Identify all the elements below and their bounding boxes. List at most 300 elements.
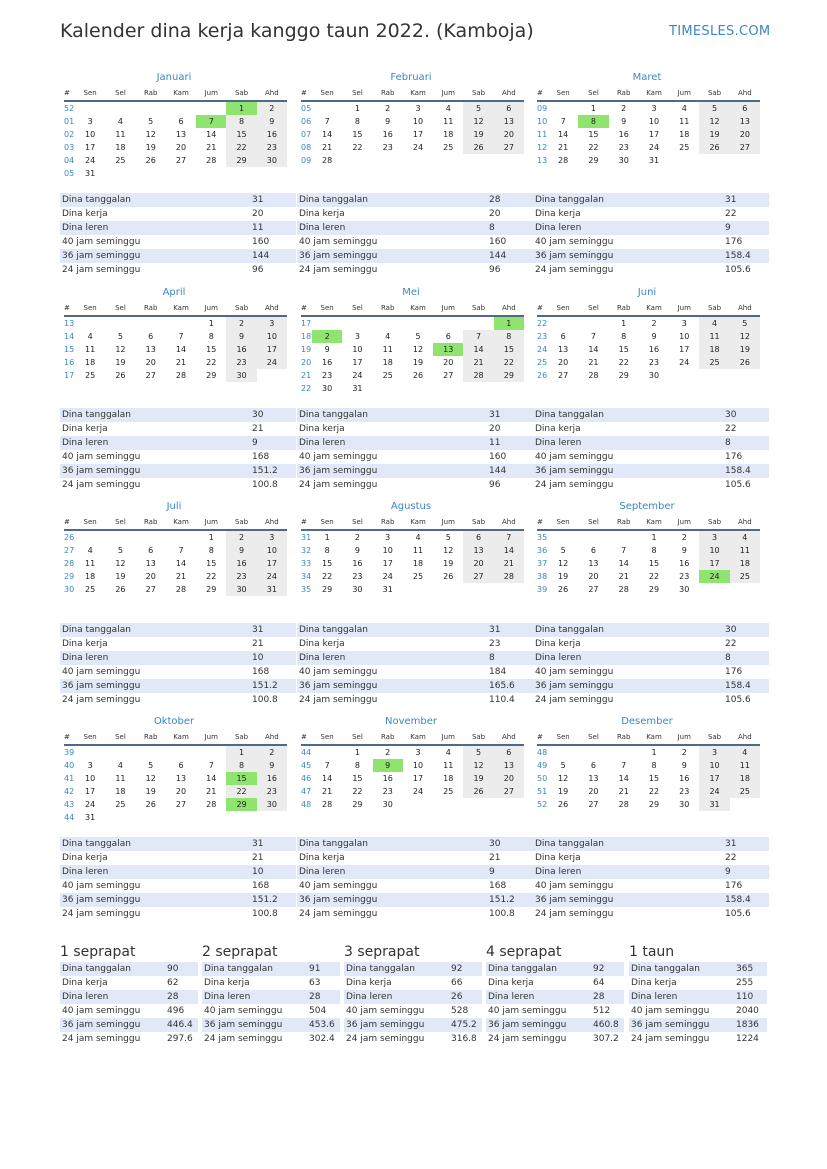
day-cell[interactable]: 20 [730, 128, 760, 141]
day-cell[interactable]: 10 [352, 345, 363, 354]
day-cell[interactable]: 9 [681, 546, 687, 555]
day-cell[interactable]: 16 [382, 130, 393, 139]
day-cell[interactable]: 24 [352, 371, 363, 380]
day-cell[interactable]: 15 [206, 345, 217, 354]
day-cell[interactable]: 14 [175, 345, 187, 354]
day-cell[interactable]: 11 [412, 546, 424, 555]
day-cell[interactable]: 8 [578, 115, 608, 128]
day-cell[interactable]: 9 [621, 117, 627, 126]
day-cell[interactable]: 1 [494, 316, 524, 330]
day-cell[interactable]: 9 [226, 544, 256, 557]
day-cell[interactable]: 23 [226, 356, 256, 369]
day-cell[interactable]: 6 [494, 745, 524, 759]
day-cell[interactable]: 26 [412, 371, 424, 380]
day-cell[interactable]: 11 [730, 544, 760, 557]
day-cell[interactable]: 15 [226, 772, 256, 785]
day-cell[interactable]: 4 [87, 546, 93, 555]
day-cell[interactable]: 27 [494, 141, 524, 154]
day-cell[interactable]: 1 [651, 748, 657, 757]
day-cell[interactable]: 22 [648, 572, 660, 581]
day-cell[interactable]: 13 [463, 544, 493, 557]
day-cell[interactable]: 27 [175, 156, 187, 165]
day-cell[interactable]: 14 [618, 559, 629, 568]
day-cell[interactable]: 8 [354, 117, 360, 126]
day-cell[interactable]: 12 [412, 345, 424, 354]
day-cell[interactable]: 4 [681, 104, 687, 113]
day-cell[interactable]: 19 [412, 358, 424, 367]
day-cell[interactable]: 1 [590, 104, 596, 113]
day-cell[interactable]: 19 [730, 343, 760, 356]
day-cell[interactable]: 6 [445, 332, 451, 341]
day-cell[interactable]: 12 [730, 330, 760, 343]
day-cell[interactable]: 28 [175, 371, 187, 380]
day-cell[interactable]: 18 [443, 774, 454, 783]
day-cell[interactable]: 12 [463, 115, 493, 128]
day-cell[interactable]: 31 [85, 169, 96, 178]
day-cell[interactable]: 3 [699, 530, 729, 544]
day-cell[interactable]: 22 [352, 787, 363, 796]
day-cell[interactable]: 16 [679, 559, 690, 568]
day-cell[interactable]: 26 [115, 371, 126, 380]
day-cell[interactable]: 10 [257, 330, 287, 343]
day-cell[interactable]: 23 [618, 143, 629, 152]
day-cell[interactable]: 3 [415, 748, 421, 757]
day-cell[interactable]: 5 [463, 101, 493, 115]
day-cell[interactable]: 11 [382, 345, 393, 354]
day-cell[interactable]: 22 [352, 143, 363, 152]
day-cell[interactable]: 29 [588, 156, 599, 165]
day-cell[interactable]: 7 [208, 761, 214, 770]
day-cell[interactable]: 6 [178, 117, 184, 126]
day-cell[interactable]: 13 [494, 115, 524, 128]
day-cell[interactable]: 17 [412, 774, 424, 783]
day-cell[interactable]: 13 [558, 345, 569, 354]
day-cell[interactable]: 10 [679, 332, 690, 341]
day-cell[interactable]: 1 [208, 319, 214, 328]
day-cell[interactable]: 4 [730, 745, 760, 759]
day-cell[interactable]: 2 [385, 104, 391, 113]
day-cell[interactable]: 17 [412, 130, 424, 139]
day-cell[interactable]: 8 [354, 761, 360, 770]
day-cell[interactable]: 2 [226, 530, 256, 544]
day-cell[interactable]: 25 [730, 785, 760, 798]
day-cell[interactable]: 29 [648, 585, 660, 594]
day-cell[interactable]: 7 [494, 530, 524, 544]
day-cell[interactable]: 26 [443, 572, 454, 581]
day-cell[interactable]: 30 [648, 371, 660, 380]
day-cell[interactable]: 17 [85, 143, 96, 152]
day-cell[interactable]: 20 [588, 572, 599, 581]
day-cell[interactable]: 20 [463, 557, 493, 570]
day-cell[interactable]: 18 [699, 343, 729, 356]
day-cell[interactable]: 23 [226, 570, 256, 583]
day-cell[interactable]: 7 [178, 546, 184, 555]
day-cell[interactable]: 1 [621, 319, 627, 328]
day-cell[interactable]: 27 [730, 141, 760, 154]
day-cell[interactable]: 30 [618, 156, 629, 165]
day-cell[interactable]: 11 [115, 774, 126, 783]
day-cell[interactable]: 5 [148, 761, 154, 770]
day-cell[interactable]: 12 [145, 130, 156, 139]
day-cell[interactable]: 23 [257, 785, 287, 798]
day-cell[interactable]: 5 [117, 332, 123, 341]
day-cell[interactable]: 3 [415, 104, 421, 113]
day-cell[interactable]: 26 [558, 800, 569, 809]
day-cell[interactable]: 1 [226, 101, 256, 115]
day-cell[interactable]: 28 [322, 156, 333, 165]
day-cell[interactable]: 2 [681, 533, 687, 542]
day-cell[interactable]: 4 [87, 332, 93, 341]
day-cell[interactable]: 23 [352, 572, 363, 581]
day-cell[interactable]: 3 [699, 745, 729, 759]
day-cell[interactable]: 24 [412, 143, 424, 152]
day-cell[interactable]: 8 [651, 761, 657, 770]
day-cell[interactable]: 9 [385, 117, 391, 126]
day-cell[interactable]: 1 [324, 533, 330, 542]
day-cell[interactable]: 28 [558, 156, 569, 165]
day-cell[interactable]: 2 [354, 533, 360, 542]
brand-link[interactable]: TIMESLES.COM [669, 24, 771, 39]
day-cell[interactable]: 8 [324, 546, 330, 555]
day-cell[interactable]: 3 [354, 332, 360, 341]
day-cell[interactable]: 14 [618, 774, 629, 783]
day-cell[interactable]: 13 [145, 559, 156, 568]
day-cell[interactable]: 18 [115, 143, 126, 152]
day-cell[interactable]: 24 [85, 156, 96, 165]
day-cell[interactable]: 23 [679, 572, 690, 581]
day-cell[interactable]: 22 [206, 572, 217, 581]
day-cell[interactable]: 11 [699, 330, 729, 343]
day-cell[interactable]: 27 [558, 371, 569, 380]
day-cell[interactable]: 17 [382, 559, 393, 568]
day-cell[interactable]: 13 [730, 115, 760, 128]
day-cell[interactable]: 14 [206, 774, 217, 783]
day-cell[interactable]: 20 [494, 772, 524, 785]
day-cell[interactable]: 19 [558, 787, 569, 796]
day-cell[interactable]: 30 [257, 154, 287, 167]
day-cell[interactable]: 19 [463, 128, 493, 141]
day-cell[interactable]: 22 [322, 572, 333, 581]
day-cell[interactable]: 29 [206, 371, 217, 380]
day-cell[interactable]: 14 [322, 130, 333, 139]
day-cell[interactable]: 20 [494, 128, 524, 141]
day-cell[interactable]: 9 [226, 330, 256, 343]
day-cell[interactable]: 7 [178, 332, 184, 341]
day-cell[interactable]: 7 [463, 330, 493, 343]
day-cell[interactable]: 9 [354, 546, 360, 555]
day-cell[interactable]: 21 [322, 143, 333, 152]
day-cell[interactable]: 11 [443, 117, 454, 126]
day-cell[interactable]: 30 [257, 798, 287, 811]
day-cell[interactable]: 4 [415, 533, 421, 542]
day-cell[interactable]: 11 [730, 759, 760, 772]
day-cell[interactable]: 3 [257, 316, 287, 330]
day-cell[interactable]: 16 [648, 345, 660, 354]
day-cell[interactable]: 9 [257, 759, 287, 772]
day-cell[interactable]: 25 [85, 371, 96, 380]
day-cell[interactable]: 16 [322, 358, 333, 367]
day-cell[interactable]: 2 [312, 330, 342, 343]
day-cell[interactable]: 21 [322, 787, 333, 796]
day-cell[interactable]: 8 [651, 546, 657, 555]
day-cell[interactable]: 26 [115, 585, 126, 594]
day-cell[interactable]: 10 [257, 544, 287, 557]
day-cell[interactable]: 24 [699, 785, 729, 798]
day-cell[interactable]: 9 [324, 345, 330, 354]
day-cell[interactable]: 4 [385, 332, 391, 341]
day-cell[interactable]: 14 [175, 559, 187, 568]
day-cell[interactable]: 21 [558, 143, 569, 152]
day-cell[interactable]: 31 [382, 585, 393, 594]
day-cell[interactable]: 21 [588, 358, 599, 367]
day-cell[interactable]: 28 [175, 585, 187, 594]
day-cell[interactable]: 19 [463, 772, 493, 785]
day-cell[interactable]: 5 [117, 546, 123, 555]
day-cell[interactable]: 20 [588, 787, 599, 796]
day-cell[interactable]: 26 [145, 800, 156, 809]
day-cell[interactable]: 9 [373, 759, 403, 772]
day-cell[interactable]: 3 [87, 117, 93, 126]
day-cell[interactable]: 17 [699, 772, 729, 785]
day-cell[interactable]: 24 [699, 570, 729, 583]
day-cell[interactable]: 24 [679, 358, 690, 367]
day-cell[interactable]: 4 [699, 316, 729, 330]
day-cell[interactable]: 2 [226, 316, 256, 330]
day-cell[interactable]: 26 [699, 141, 729, 154]
day-cell[interactable]: 13 [175, 774, 187, 783]
day-cell[interactable]: 1 [208, 533, 214, 542]
day-cell[interactable]: 14 [588, 345, 599, 354]
day-cell[interactable]: 17 [352, 358, 363, 367]
day-cell[interactable]: 2 [621, 104, 627, 113]
day-cell[interactable]: 27 [463, 570, 493, 583]
day-cell[interactable]: 21 [618, 787, 629, 796]
day-cell[interactable]: 29 [206, 585, 217, 594]
day-cell[interactable]: 30 [226, 583, 256, 596]
day-cell[interactable]: 16 [382, 774, 393, 783]
day-cell[interactable]: 11 [85, 345, 96, 354]
day-cell[interactable]: 24 [257, 570, 287, 583]
day-cell[interactable]: 2 [257, 101, 287, 115]
day-cell[interactable]: 19 [115, 572, 126, 581]
day-cell[interactable]: 20 [443, 358, 454, 367]
day-cell[interactable]: 20 [558, 358, 569, 367]
day-cell[interactable]: 5 [699, 101, 729, 115]
day-cell[interactable]: 12 [558, 774, 569, 783]
day-cell[interactable]: 26 [730, 356, 760, 369]
day-cell[interactable]: 26 [463, 785, 493, 798]
day-cell[interactable]: 12 [558, 559, 569, 568]
day-cell[interactable]: 2 [681, 748, 687, 757]
day-cell[interactable]: 21 [494, 557, 524, 570]
day-cell[interactable]: 28 [618, 800, 629, 809]
day-cell[interactable]: 27 [494, 785, 524, 798]
day-cell[interactable]: 6 [560, 332, 566, 341]
day-cell[interactable]: 28 [494, 570, 524, 583]
day-cell[interactable]: 6 [463, 530, 493, 544]
day-cell[interactable]: 6 [590, 761, 596, 770]
day-cell[interactable]: 18 [85, 358, 96, 367]
day-cell[interactable]: 9 [651, 332, 657, 341]
day-cell[interactable]: 8 [208, 546, 214, 555]
day-cell[interactable]: 5 [148, 117, 154, 126]
day-cell[interactable]: 19 [115, 358, 126, 367]
day-cell[interactable]: 20 [175, 787, 187, 796]
day-cell[interactable]: 19 [145, 787, 156, 796]
day-cell[interactable]: 25 [679, 143, 690, 152]
day-cell[interactable]: 3 [385, 533, 391, 542]
day-cell[interactable]: 16 [257, 772, 287, 785]
day-cell[interactable]: 10 [85, 774, 96, 783]
day-cell[interactable]: 27 [443, 371, 454, 380]
day-cell[interactable]: 23 [257, 141, 287, 154]
day-cell[interactable]: 18 [443, 130, 454, 139]
day-cell[interactable]: 16 [352, 559, 363, 568]
day-cell[interactable]: 5 [445, 533, 451, 542]
day-cell[interactable]: 7 [324, 117, 330, 126]
day-cell[interactable]: 7 [560, 117, 566, 126]
day-cell[interactable]: 10 [699, 544, 729, 557]
day-cell[interactable]: 23 [679, 787, 690, 796]
day-cell[interactable]: 8 [208, 332, 214, 341]
day-cell[interactable]: 18 [412, 559, 424, 568]
day-cell[interactable]: 1 [226, 745, 256, 759]
day-cell[interactable]: 25 [412, 572, 424, 581]
day-cell[interactable]: 15 [494, 343, 524, 356]
day-cell[interactable]: 15 [618, 345, 629, 354]
day-cell[interactable]: 19 [699, 128, 729, 141]
day-cell[interactable]: 22 [226, 141, 256, 154]
day-cell[interactable]: 3 [257, 530, 287, 544]
day-cell[interactable]: 25 [730, 570, 760, 583]
day-cell[interactable]: 31 [352, 384, 363, 393]
day-cell[interactable]: 27 [145, 371, 156, 380]
day-cell[interactable]: 12 [463, 759, 493, 772]
day-cell[interactable]: 8 [226, 759, 256, 772]
day-cell[interactable]: 14 [558, 130, 569, 139]
day-cell[interactable]: 13 [494, 759, 524, 772]
day-cell[interactable]: 29 [226, 798, 256, 811]
day-cell[interactable]: 20 [175, 143, 187, 152]
day-cell[interactable]: 23 [382, 787, 393, 796]
day-cell[interactable]: 31 [85, 813, 96, 822]
day-cell[interactable]: 11 [679, 117, 690, 126]
day-cell[interactable]: 6 [148, 332, 154, 341]
day-cell[interactable]: 24 [382, 572, 393, 581]
day-cell[interactable]: 13 [588, 559, 599, 568]
day-cell[interactable]: 24 [648, 143, 660, 152]
day-cell[interactable]: 28 [463, 369, 493, 382]
day-cell[interactable]: 19 [558, 572, 569, 581]
day-cell[interactable]: 3 [681, 319, 687, 328]
day-cell[interactable]: 10 [699, 759, 729, 772]
day-cell[interactable]: 22 [618, 358, 629, 367]
day-cell[interactable]: 6 [590, 546, 596, 555]
day-cell[interactable]: 30 [679, 585, 690, 594]
day-cell[interactable]: 24 [412, 787, 424, 796]
day-cell[interactable]: 7 [590, 332, 596, 341]
day-cell[interactable]: 21 [618, 572, 629, 581]
day-cell[interactable]: 7 [621, 761, 627, 770]
day-cell[interactable]: 27 [588, 800, 599, 809]
day-cell[interactable]: 13 [433, 343, 463, 356]
day-cell[interactable]: 12 [115, 559, 126, 568]
day-cell[interactable]: 29 [494, 369, 524, 382]
day-cell[interactable]: 15 [648, 774, 660, 783]
day-cell[interactable]: 15 [588, 130, 599, 139]
day-cell[interactable]: 15 [206, 559, 217, 568]
day-cell[interactable]: 22 [588, 143, 599, 152]
day-cell[interactable]: 21 [463, 356, 493, 369]
day-cell[interactable]: 10 [648, 117, 660, 126]
day-cell[interactable]: 30 [352, 585, 363, 594]
day-cell[interactable]: 18 [730, 557, 760, 570]
day-cell[interactable]: 8 [226, 115, 256, 128]
day-cell[interactable]: 15 [322, 559, 333, 568]
day-cell[interactable]: 28 [206, 800, 217, 809]
day-cell[interactable]: 22 [648, 787, 660, 796]
day-cell[interactable]: 25 [443, 143, 454, 152]
day-cell[interactable]: 11 [115, 130, 126, 139]
day-cell[interactable]: 10 [382, 546, 393, 555]
day-cell[interactable]: 4 [117, 761, 123, 770]
day-cell[interactable]: 16 [618, 130, 629, 139]
day-cell[interactable]: 21 [206, 787, 217, 796]
day-cell[interactable]: 13 [145, 345, 156, 354]
day-cell[interactable]: 5 [560, 546, 566, 555]
day-cell[interactable]: 8 [494, 330, 524, 343]
day-cell[interactable]: 17 [679, 345, 690, 354]
day-cell[interactable]: 5 [730, 316, 760, 330]
day-cell[interactable]: 26 [463, 141, 493, 154]
day-cell[interactable]: 29 [648, 800, 660, 809]
day-cell[interactable]: 4 [117, 117, 123, 126]
day-cell[interactable]: 24 [257, 356, 287, 369]
day-cell[interactable]: 27 [588, 585, 599, 594]
day-cell[interactable]: 20 [145, 572, 156, 581]
day-cell[interactable]: 31 [648, 156, 660, 165]
day-cell[interactable]: 25 [382, 371, 393, 380]
day-cell[interactable]: 6 [178, 761, 184, 770]
day-cell[interactable]: 30 [679, 800, 690, 809]
day-cell[interactable]: 1 [651, 533, 657, 542]
day-cell[interactable]: 5 [415, 332, 421, 341]
day-cell[interactable]: 14 [463, 343, 493, 356]
day-cell[interactable]: 2 [651, 319, 657, 328]
day-cell[interactable]: 24 [85, 800, 96, 809]
day-cell[interactable]: 16 [679, 774, 690, 783]
day-cell[interactable]: 28 [322, 800, 333, 809]
day-cell[interactable]: 3 [651, 104, 657, 113]
day-cell[interactable]: 6 [494, 101, 524, 115]
day-cell[interactable]: 4 [445, 104, 451, 113]
day-cell[interactable]: 11 [85, 559, 96, 568]
day-cell[interactable]: 22 [226, 785, 256, 798]
day-cell[interactable]: 28 [588, 371, 599, 380]
day-cell[interactable]: 31 [257, 583, 287, 596]
day-cell[interactable]: 18 [115, 787, 126, 796]
day-cell[interactable]: 5 [560, 761, 566, 770]
day-cell[interactable]: 6 [730, 101, 760, 115]
day-cell[interactable]: 25 [115, 800, 126, 809]
day-cell[interactable]: 25 [443, 787, 454, 796]
day-cell[interactable]: 17 [257, 343, 287, 356]
day-cell[interactable]: 18 [679, 130, 690, 139]
day-cell[interactable]: 12 [443, 546, 454, 555]
day-cell[interactable]: 1 [354, 104, 360, 113]
day-cell[interactable]: 21 [175, 572, 187, 581]
day-cell[interactable]: 25 [699, 356, 729, 369]
